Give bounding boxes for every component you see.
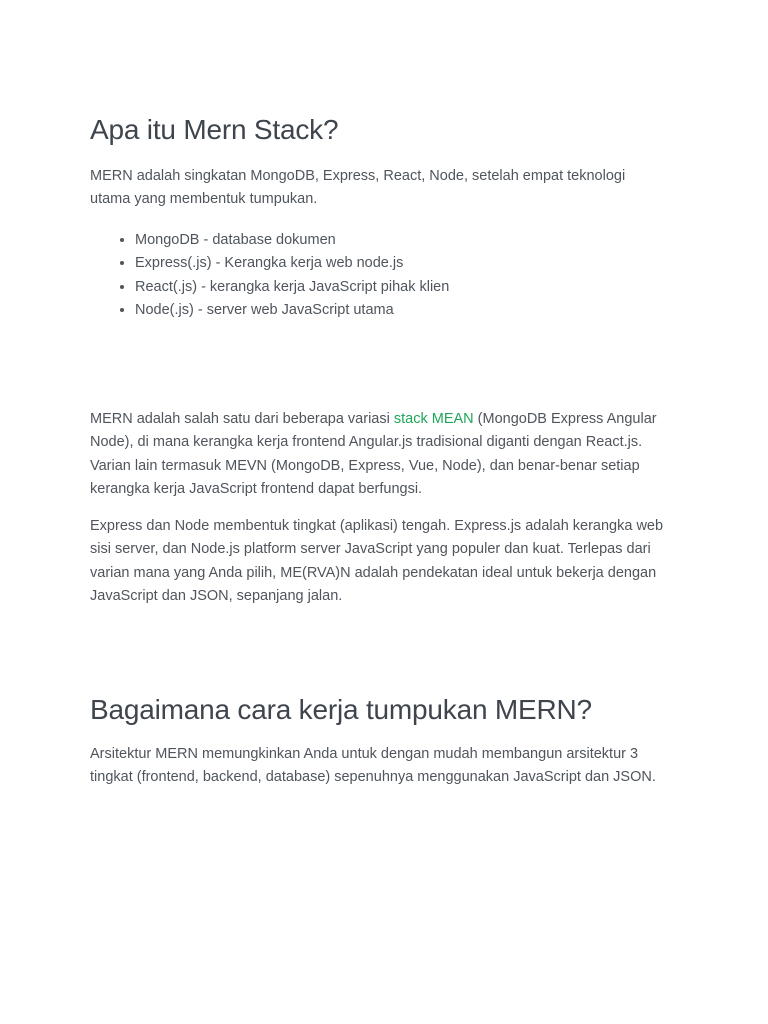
express-node-paragraph: Express dan Node membentuk tingkat (aplikasi) tengah. Express.js adalah kerangka web sisi server, dan Node.js platform server JavaScript yang populer dan kuat. Terlepas dari varian mana yang Anda pilih, ME(RVA)N adalah pendekatan ideal untuk bekerja dengan JavaScript dan JSON, sepanjang jalan.: [90, 518, 664, 604]
mean-variation-paragraph: [90, 408, 670, 501]
paragraph-text: MERN adalah salah satu dari beberapa variasi: [90, 411, 394, 427]
stack-mean-link[interactable]: stack MEAN: [393, 411, 474, 427]
intro-paragraph: MERN adalah singkatan MongoDB, Express, React, Node, setelah empat teknologi utama yang membentuk tumpukan.: [90, 168, 626, 208]
paragraph-text: (MongoDB Express Angular Node), di mana kerangka kerja frontend Angular.js tradisional diganti dengan React.js. Varian lain termasuk MEVN (MongoDB, Express, Vue, Node), dan benar-benar setiap kerangka kerja JavaScript frontend dapat berfungsi.: [90, 411, 657, 497]
list-item: • Node(.js) - server web JavaScript utama: [135, 299, 449, 322]
heading-cara-kerja-mern: Bagaimana cara kerja tumpukan MERN?: [90, 694, 592, 725]
list-item: • MongoDB - database dokumen: [135, 229, 449, 252]
list-item: • Express(.js) - Kerangka kerja web node.js: [135, 252, 449, 275]
list-item: • React(.js) - kerangka kerja JavaScript pihak klien: [135, 276, 449, 299]
heading-apa-itu-mern-stack: Apa itu Mern Stack?: [90, 114, 339, 145]
architecture-paragraph: Arsitektur MERN memungkinkan Anda untuk dengan mudah membangun arsitektur 3 tingkat (frontend, backend, database) sepenuhnya menggunakan JavaScript dan JSON.: [90, 746, 656, 786]
mern-components-list: [90, 229, 449, 322]
